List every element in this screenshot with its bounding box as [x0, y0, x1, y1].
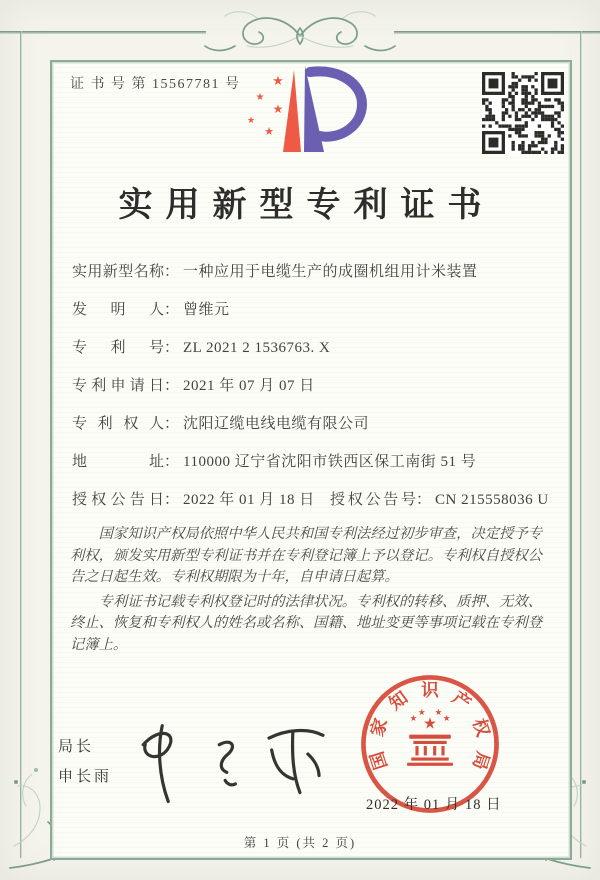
- logo-star-icon: ★: [255, 92, 265, 103]
- svg-text:★: ★: [417, 707, 426, 717]
- field-colon: ：: [164, 416, 180, 432]
- field-value: ZL 2021 2 1536763. X: [183, 340, 331, 356]
- field-label: 授权公告日: [72, 492, 164, 508]
- svg-text:权: 权: [468, 715, 494, 739]
- field-value: 2022 年 01 月 18 日: [183, 492, 315, 508]
- logo-star-icon: ★: [264, 126, 274, 138]
- field-label: 实用新型名称: [72, 264, 164, 280]
- qr-code: [482, 72, 564, 154]
- field-colon: ：: [164, 340, 180, 356]
- field-row-patent-number: [72, 336, 550, 358]
- logo-star-icon: ★: [272, 102, 284, 116]
- field-label: 地址: [72, 454, 164, 470]
- logo-star-icon: ★: [246, 115, 256, 125]
- svg-text:★: ★: [423, 715, 437, 733]
- page-number-footer: 第 1 页 (共 2 页): [243, 836, 357, 850]
- field-label: 发明人: [72, 302, 164, 318]
- field-row-filing-date: [72, 374, 550, 396]
- field-value: 一种应用于电缆生产的成圈机组用计米装置: [183, 264, 478, 280]
- field-row-inventor: [72, 298, 550, 320]
- certificate-title: 实用新型专利证书: [118, 187, 495, 224]
- certificate-number: 证 书 号 第 15567781 号: [70, 77, 241, 92]
- field-colon: ：: [416, 492, 432, 508]
- field-value: 曾维元: [183, 302, 230, 318]
- field-value: 沈阳辽缆电线电缆有限公司: [183, 416, 370, 432]
- legal-paragraph-1: 国家知识产权局依照中华人民共和国专利法经过初步审查，决定授予专利权，颁发实用新型专利证书并在专利登记簿上予以登记。专利权自授权公告之日起生效。专利权期限为十年，自申请日起算。: [70, 526, 542, 585]
- right-border-line: [580, 31, 582, 858]
- legal-paragraph-2: 专利证书记载专利权登记时的法律状况。专利权的转移、质押、无效、终止、恢复和专利权人的姓名或名称、国籍、地址变更等事项记载在专利登记簿上。: [70, 593, 542, 653]
- commissioner-title: 局长: [58, 739, 95, 755]
- commissioner-signature-script: [126, 705, 341, 811]
- svg-text:★: ★: [434, 707, 443, 717]
- field-row-address: [72, 450, 550, 472]
- field-value: 2021 年 07 月 07 日: [183, 378, 315, 394]
- national-emblem-icon: [407, 708, 453, 766]
- svg-text:局: 局: [468, 749, 494, 773]
- svg-text:产: 产: [448, 687, 475, 714]
- svg-text:知: 知: [385, 687, 412, 714]
- svg-text:★: ★: [409, 714, 418, 724]
- svg-text:国: 国: [366, 749, 392, 773]
- field-group-grant-number: [330, 488, 549, 509]
- commissioner-name: 申长雨: [58, 769, 113, 785]
- seal-date: 2022 年 01 月 18 日: [366, 797, 502, 813]
- field-colon: ：: [164, 302, 180, 318]
- top-center-flourish-icon: [195, 6, 405, 58]
- field-label: 授权公告号: [330, 492, 416, 508]
- field-label: 专利申请日: [72, 378, 164, 394]
- top-border-line-left: [0, 31, 206, 34]
- field-label: 专利权人: [72, 416, 164, 432]
- svg-text:家: 家: [366, 715, 392, 739]
- svg-text:★: ★: [442, 714, 451, 724]
- field-value: CN 215558036 U: [435, 492, 549, 508]
- svg-text:识: 识: [421, 680, 439, 701]
- top-border-line-right: [394, 31, 600, 34]
- cnipa-logo-icon: [238, 60, 368, 155]
- field-colon: ：: [164, 492, 180, 508]
- logo-star-icon: ★: [272, 73, 284, 88]
- legal-text-block: [70, 524, 542, 659]
- field-label: 专利号: [72, 340, 164, 356]
- field-row-patentee: [72, 412, 550, 434]
- field-colon: ：: [164, 378, 180, 394]
- field-row-grant-announcement: [72, 488, 550, 510]
- field-row-utility-model-name: [72, 260, 550, 282]
- field-value: 110000 辽宁省沈阳市铁西区保工南街 51 号: [183, 454, 477, 470]
- field-colon: ：: [164, 454, 180, 470]
- field-colon: ：: [164, 264, 180, 280]
- left-border-line: [20, 31, 22, 858]
